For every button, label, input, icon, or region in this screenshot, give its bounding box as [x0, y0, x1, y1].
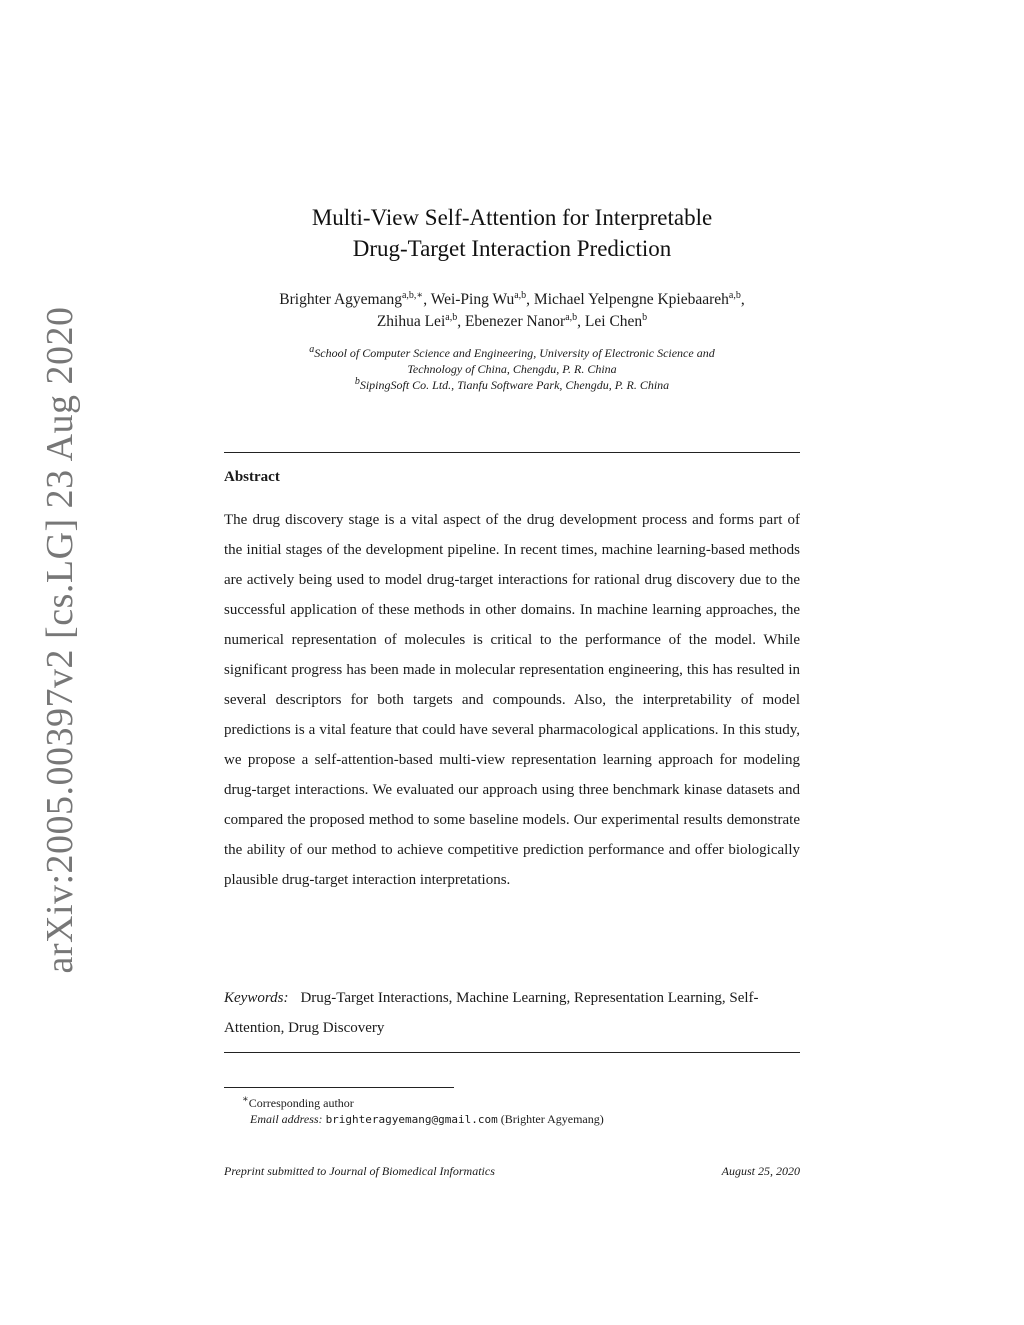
footnote-corresponding-text: Corresponding author [248, 1096, 354, 1110]
preprint-note: Preprint submitted to Journal of Biomedical Informatics [224, 1164, 495, 1178]
affiliation-a [200, 345, 824, 361]
affiliation-a-line-2: Technology of China, Chengdu, P. R. China [407, 362, 617, 376]
author-affiliation-marks: a,b [514, 289, 527, 301]
paper-title [200, 202, 824, 264]
affiliations [200, 345, 824, 393]
footnote [224, 1092, 800, 1128]
author-separator: , [457, 313, 465, 330]
author-separator: , [526, 291, 534, 308]
author-name: Ebenezer Nanor [464, 313, 566, 330]
abstract-top-rule [224, 452, 800, 453]
footnote-rule [224, 1087, 454, 1088]
author-line-1 [200, 289, 824, 311]
email-owner: (Brighter Agyemang) [500, 1112, 604, 1126]
author-separator: , [740, 291, 745, 308]
abstract-text: The drug discovery stage is a vital aspect of the drug development process and forms part of the initial stages of the development pipeline. In recent times, machine learning-based methods are actively being used to model drug-target interactions for rational drug discovery due to the successful application of these methods in other domains. In machine learning approaches, the numerical representation of molecules is critical to the performance of the model. While significant progress has been made in molecular representation engineering, this has resulted in several descriptors for both targets and compounds. Also, the interpretability of model predictions is a vital feature that could have several pharmacological applications. In this study, we propose a self-attention-based multi-view representation learning approach for modeling drug-target interactions. We evaluated our approach using three benchmark kinase datasets and compared the proposed method to some baseline models. Our experimental results demonstrate the ability of our method to achieve competitive prediction performance and offer biologically plausible drug-target interaction interpretations. [224, 512, 800, 888]
footnote-mark: ∗ [242, 1094, 249, 1105]
author-name: Lei Chen [584, 313, 643, 330]
author-affiliation-marks: a,b [565, 311, 578, 323]
author-affiliation-marks: a,b,∗ [401, 289, 424, 301]
keywords-label: Keywords: [224, 990, 289, 1006]
title-line-1: Multi-View Self-Attention for Interpretable [311, 205, 713, 230]
affiliation-mark: a [309, 344, 315, 355]
author-affiliation-marks: b [642, 311, 648, 323]
abstract-heading: Abstract [224, 469, 280, 485]
affiliation-mark: b [354, 376, 360, 387]
author-separator: , [577, 313, 585, 330]
footnote-corresponding [224, 1092, 800, 1111]
author-line-2 [200, 311, 824, 333]
author-separator: , [423, 291, 431, 308]
keywords-text: Drug-Target Interactions, Machine Learning, Representation Learning, Self-Attention, Drug Discovery [224, 990, 759, 1036]
author-name: Michael Yelpengne Kpiebaareh [533, 291, 729, 308]
title-line-2: Drug-Target Interaction Prediction [352, 236, 672, 261]
affiliation-a-line-1: School of Computer Science and Engineering, University of Electronic Science and [314, 346, 715, 360]
arxiv-identifier-stamp: arXiv:2005.00397v2 [cs.LG] 23 Aug 2020 [39, 306, 81, 974]
affiliation-b-line: SipingSoft Co. Ltd., Tianfu Software Park, Chengdu, P. R. China [359, 378, 670, 392]
footnote-email-line [224, 1111, 800, 1128]
keywords [224, 983, 800, 1043]
author-name: Wei-Ping Wu [430, 291, 515, 308]
author-list [200, 289, 824, 333]
abstract-bottom-rule [224, 1052, 800, 1053]
affiliation-b [200, 377, 824, 393]
author-name: Brighter Agyemang [279, 291, 402, 308]
submission-date: August 25, 2020 [721, 1164, 800, 1178]
email-label: Email address: [250, 1112, 323, 1126]
author-name: Zhihua Lei [376, 313, 446, 330]
email-address[interactable]: brighteragyemang@gmail.com [325, 1113, 498, 1126]
author-affiliation-marks: a,b [728, 289, 741, 301]
author-affiliation-marks: a,b [445, 311, 458, 323]
